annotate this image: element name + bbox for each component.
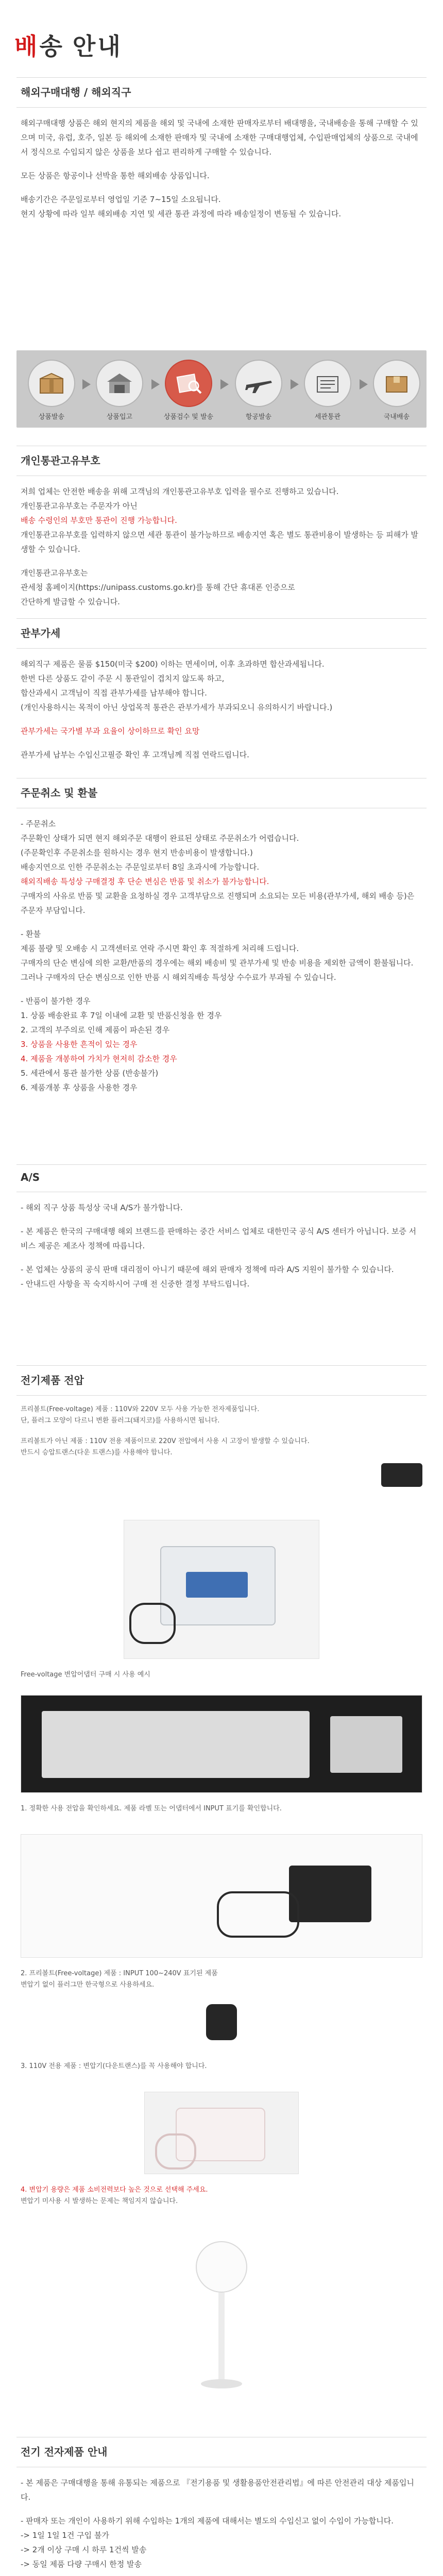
power-notes [21, 2061, 422, 2072]
section-heading: 개인통관고유부호 [16, 446, 427, 476]
process-step [228, 360, 289, 421]
section-body [16, 649, 427, 770]
section-heading: A/S [16, 1164, 427, 1192]
airplane-icon [235, 360, 282, 407]
label-image [21, 1695, 422, 1793]
paragraph: 배송기간은 주문일로부터 영업일 기준 7~15일 소요됩니다. [21, 195, 221, 204]
section-heading: 주문취소 및 환불 [16, 778, 427, 808]
adapter-body [289, 1866, 371, 1922]
adapter-image [381, 1463, 422, 1487]
process-label: 상품검수 및 발송 [163, 413, 214, 421]
paragraph: 프리볼트(Free-voltage) 제품 : 110V와 220V 모두 사용 가능한 전자제품입니다. [21, 1405, 260, 1413]
process-label: 상품입고 [106, 413, 133, 421]
label-plate [42, 1711, 310, 1778]
process-label: 항공발송 [245, 413, 272, 421]
paragraph: 1. 상품 배송완료 후 7일 이내에 교환 및 반품신청을 한 경우 [21, 1011, 222, 1020]
paragraph: 구매자의 단순 변심에 의한 교환/반품의 경우에는 해외 배송비 및 관부가세 및 반송 비용을 제외한 금액이 환불됩니다. [21, 958, 414, 968]
title-char: 배 [14, 32, 40, 60]
paragraph: -> 1일 1일 1건 구입 불가 [21, 2531, 109, 2540]
power-section [0, 1365, 443, 1467]
process-step [297, 360, 359, 421]
power-notes [21, 1968, 422, 1991]
paragraph: 모든 상품은 항공이나 선박을 통한 해외배송 상품입니다. [21, 171, 210, 180]
paragraph: 프리볼트가 아닌 제품 : 110V 전용 제품이므로 220V 전압에서 사용 시 고장이 발생할 수 있습니다. [21, 1437, 310, 1445]
paragraph: 그러나 구매자의 단순 변심으로 인한 반품 시 해외직배송 특성상 수수료가 부과될 수 있습니다. [21, 973, 336, 982]
paragraph: 반드시 승압트랜스(다운 트랜스)를 사용해야 합니다. [21, 1449, 173, 1456]
paragraph: 3. 상품을 사용한 흔적이 있는 경우 [21, 1040, 138, 1049]
paragraph: 개인통관고유부호는 주문자가 아닌 [21, 501, 138, 511]
paragraph: 관부가세 납부는 수입신고필증 확인 후 고객님께 직접 연락드립니다. [21, 750, 249, 759]
shipping-process-strip [16, 350, 427, 428]
section-heading: 전기 전자제품 안내 [16, 2437, 427, 2467]
adapter-photo [21, 1834, 422, 1958]
cable-image [129, 1603, 176, 1644]
inspection-icon [165, 360, 212, 407]
power-notes [21, 2184, 422, 2207]
section-body [16, 1192, 427, 1299]
title-char: 내 [97, 32, 123, 60]
section-body [16, 1396, 427, 1467]
paragraph: 6. 제품개봉 후 상품을 사용한 경우 [21, 1083, 138, 1092]
transformer-label [186, 1572, 248, 1598]
paragraph: (개인사용하시는 목적이 아닌 상업목적 통관은 관부가세가 부과되오니 유의하시기 바랍니다.) [21, 703, 333, 712]
section-body [16, 2467, 427, 2576]
paragraph: (주문확인후 주문취소를 원하시는 경우 현지 반송비용이 발생합니다.) [21, 848, 253, 857]
paragraph: 단, 플러그 모양이 다르니 변환 플러그(돼지코)를 사용하시면 됩니다. [21, 1417, 220, 1425]
paragraph: 관세청 홈페이지(https://unipass.customs.go.kr)를 통해 간단 휴대폰 인증으로 [21, 583, 295, 592]
paragraph: 배송 수령인의 부호만 통관이 진행 가능합니다. [21, 516, 177, 525]
paragraph: - 판매자 또는 개인이 사용하기 위해 수입하는 1개의 제품에 대해서는 별도의 수입신고 없이 수입이 가능합니다. [21, 2516, 394, 2526]
paragraph: -> 동일 제품 다량 구매시 한정 발송 [21, 2560, 142, 2569]
cable-image [155, 2133, 196, 2170]
paragraph: 3. 110V 전용 제품 : 변압기(다운트랜스)를 꼭 사용해야 합니다. [21, 2062, 207, 2070]
cable-image [217, 1891, 299, 1938]
delivery-section [0, 77, 443, 229]
plug-image [206, 2004, 237, 2040]
paragraph: 해외직구 제품은 물품 $150(미국 $200) 이하는 면세이며, 이후 초과하면 합산과세됩니다. [21, 659, 325, 669]
fan-image [185, 2241, 258, 2396]
paragraph: 저희 업체는 안전한 배송을 위해 고객님의 개인통관고유부호 입력을 필수로 진행하고 있습니다. [21, 487, 339, 496]
tax-section [0, 618, 443, 770]
paragraph: 구매자의 사유로 반품 및 교환을 요청하실 경우 고객부담으로 진행되며 소요되는 모든 비용(관부가세, 해외 배송 등)은 주문자 부담입니다. [21, 891, 415, 915]
process-step [89, 360, 150, 421]
paragraph: - 본 제품은 구매대행을 통해 유통되는 제품으로 『전기용품 및 생활용품안전관리법』에 따른 안전관리 대상 제품입니다. [21, 2478, 414, 2502]
electrical-section [0, 2437, 443, 2576]
section-body [16, 808, 427, 1103]
process-label: 상품발송 [38, 413, 65, 421]
paragraph: 해외구매대행 상품은 해외 현지의 제품을 해외 및 국내에 소재한 판매자로부터 배대행을, 국내배송을 통해 구매할 수 있으며 미국, 유럽, 호주, 일본 등 해외에 소재한 판매자 및 국내에 소재한 구매대행업체, 수입판매업체의 상품으로 국내에서 정식으로 수입되지 않은 상품을 보다 쉽고 편리하게 구매할 수 있습니다. [21, 118, 418, 157]
fan-head [196, 2241, 247, 2293]
label-plate [330, 1716, 402, 1773]
as-section [0, 1164, 443, 1299]
paragraph: 변압기 미사용 시 발생하는 문제는 책임지지 않습니다. [21, 2197, 178, 2205]
paragraph: 배송지연으로 인한 주문취소는 주문일로부터 8일 초과시에 가능합니다. [21, 862, 260, 872]
delivery-box-icon [373, 360, 420, 407]
process-step [21, 360, 82, 421]
section-heading: 전기제품 전압 [16, 1365, 427, 1396]
process-step [366, 360, 428, 421]
fan-base [201, 2379, 242, 2388]
paragraph: 관부가세는 국가별 부과 요율이 상이하므로 확인 요망 [21, 726, 200, 736]
paragraph: - 해외 직구 상품 특성상 국내 A/S가 불가합니다. [21, 1203, 183, 1212]
paragraph: 1. 정확한 사용 전압을 확인하세요. 제품 라벨 또는 어댑터에서 INPUT 표기를 확인합니다. [21, 1805, 282, 1812]
process-label: 국내배송 [383, 413, 410, 421]
paragraph: - 본 제품은 한국의 구매대행 해외 브랜드를 판매하는 중간 서비스 업체로 대한민국 공식 A/S 센터가 아닙니다. 보증 서비스 제공은 제조사 정책에 따릅니다. [21, 1227, 417, 1250]
paragraph: 해외직배송 특성상 구매결정 후 단순 변심은 반품 및 취소가 불가능합니다. [21, 877, 269, 886]
caption: Free-voltage 변압어댑터 구매 시 사용 예시 [21, 1671, 150, 1679]
section-body [16, 108, 427, 229]
paragraph: 개인통관고유부호를 입력하지 않으면 세관 통관이 불가능하므로 배송지연 혹은 별도 통관비용이 발생하는 등 피해가 발생할 수 있습니다. [21, 530, 418, 554]
paragraph: 2. 고객의 부주의로 인해 제품이 파손된 경우 [21, 1025, 170, 1035]
paragraph: 변압기 없이 플러그만 한국형으로 사용하세요. [21, 1981, 155, 1989]
paragraph: 주문확인 상태가 되면 현지 해외주문 대행이 완료된 상태로 주문취소가 어렵습니다. [21, 834, 299, 843]
transformer-image [124, 1520, 319, 1659]
title-char: 안 [72, 32, 98, 60]
warehouse-icon [96, 360, 143, 407]
section-body [16, 476, 427, 617]
section-heading: 관부가세 [16, 618, 427, 649]
paragraph: -> 2개 이상 구매 시 하루 1건씩 발송 [21, 2545, 147, 2554]
paragraph: 합산과세시 고객님이 직접 관부가세를 납부해야 합니다. [21, 688, 207, 698]
power-notes [21, 1803, 422, 1815]
paragraph: 4. 변압기 용량은 제품 소비전력보다 높은 것으로 선택해 주세요. [21, 2186, 208, 2194]
paragraph: 2. 프리볼트(Free-voltage) 제품 : INPUT 100~240V 표기된 제품 [21, 1970, 218, 1977]
paragraph: 제품 불량 및 오배송 시 고객센터로 연락 주시면 확인 후 적절하게 처리해 드립니다. [21, 944, 299, 953]
page-title [14, 28, 123, 62]
paragraph: - 반품이 불가한 경우 [21, 996, 91, 1006]
process-step [158, 360, 219, 421]
customs-icon [304, 360, 351, 407]
order-section [0, 778, 443, 1103]
paragraph: 5. 세관에서 통관 불가한 상품 (반송불가) [21, 1069, 159, 1078]
section-heading: 해외구매대행 / 해외직구 [16, 77, 427, 108]
paragraph: 한번 다른 상품도 같이 주문 시 통관일이 겹치지 않도록 하고, [21, 674, 225, 683]
paragraph: 4. 제품을 개봉하여 가치가 현저히 감소한 경우 [21, 1054, 177, 1063]
paragraph: - 주문취소 [21, 819, 56, 828]
process-label: 세관통관 [314, 413, 341, 421]
box-icon [28, 360, 75, 407]
paragraph: 개인통관고유부호는 [21, 568, 88, 578]
down-transformer-image [144, 2092, 299, 2174]
title-char: 송 [39, 32, 64, 60]
customs-section [0, 446, 443, 617]
paragraph: 현지 상황에 따라 일부 해외배송 지연 및 세관 통관 과정에 따라 배송일정이 변동될 수 있습니다. [21, 209, 342, 218]
fan-pole [218, 2293, 225, 2380]
paragraph: - 본 업체는 상품의 공식 판매 대리점이 아니기 때문에 해외 판매자 정책에 따라 A/S 지원이 불가할 수 있습니다. [21, 1265, 394, 1274]
paragraph: - 안내드린 사항을 꼭 숙지하시어 구매 전 신중한 결정 부탁드립니다. [21, 1279, 250, 1289]
paragraph: 간단하게 발급할 수 있습니다. [21, 597, 120, 606]
paragraph: - 환불 [21, 929, 41, 939]
